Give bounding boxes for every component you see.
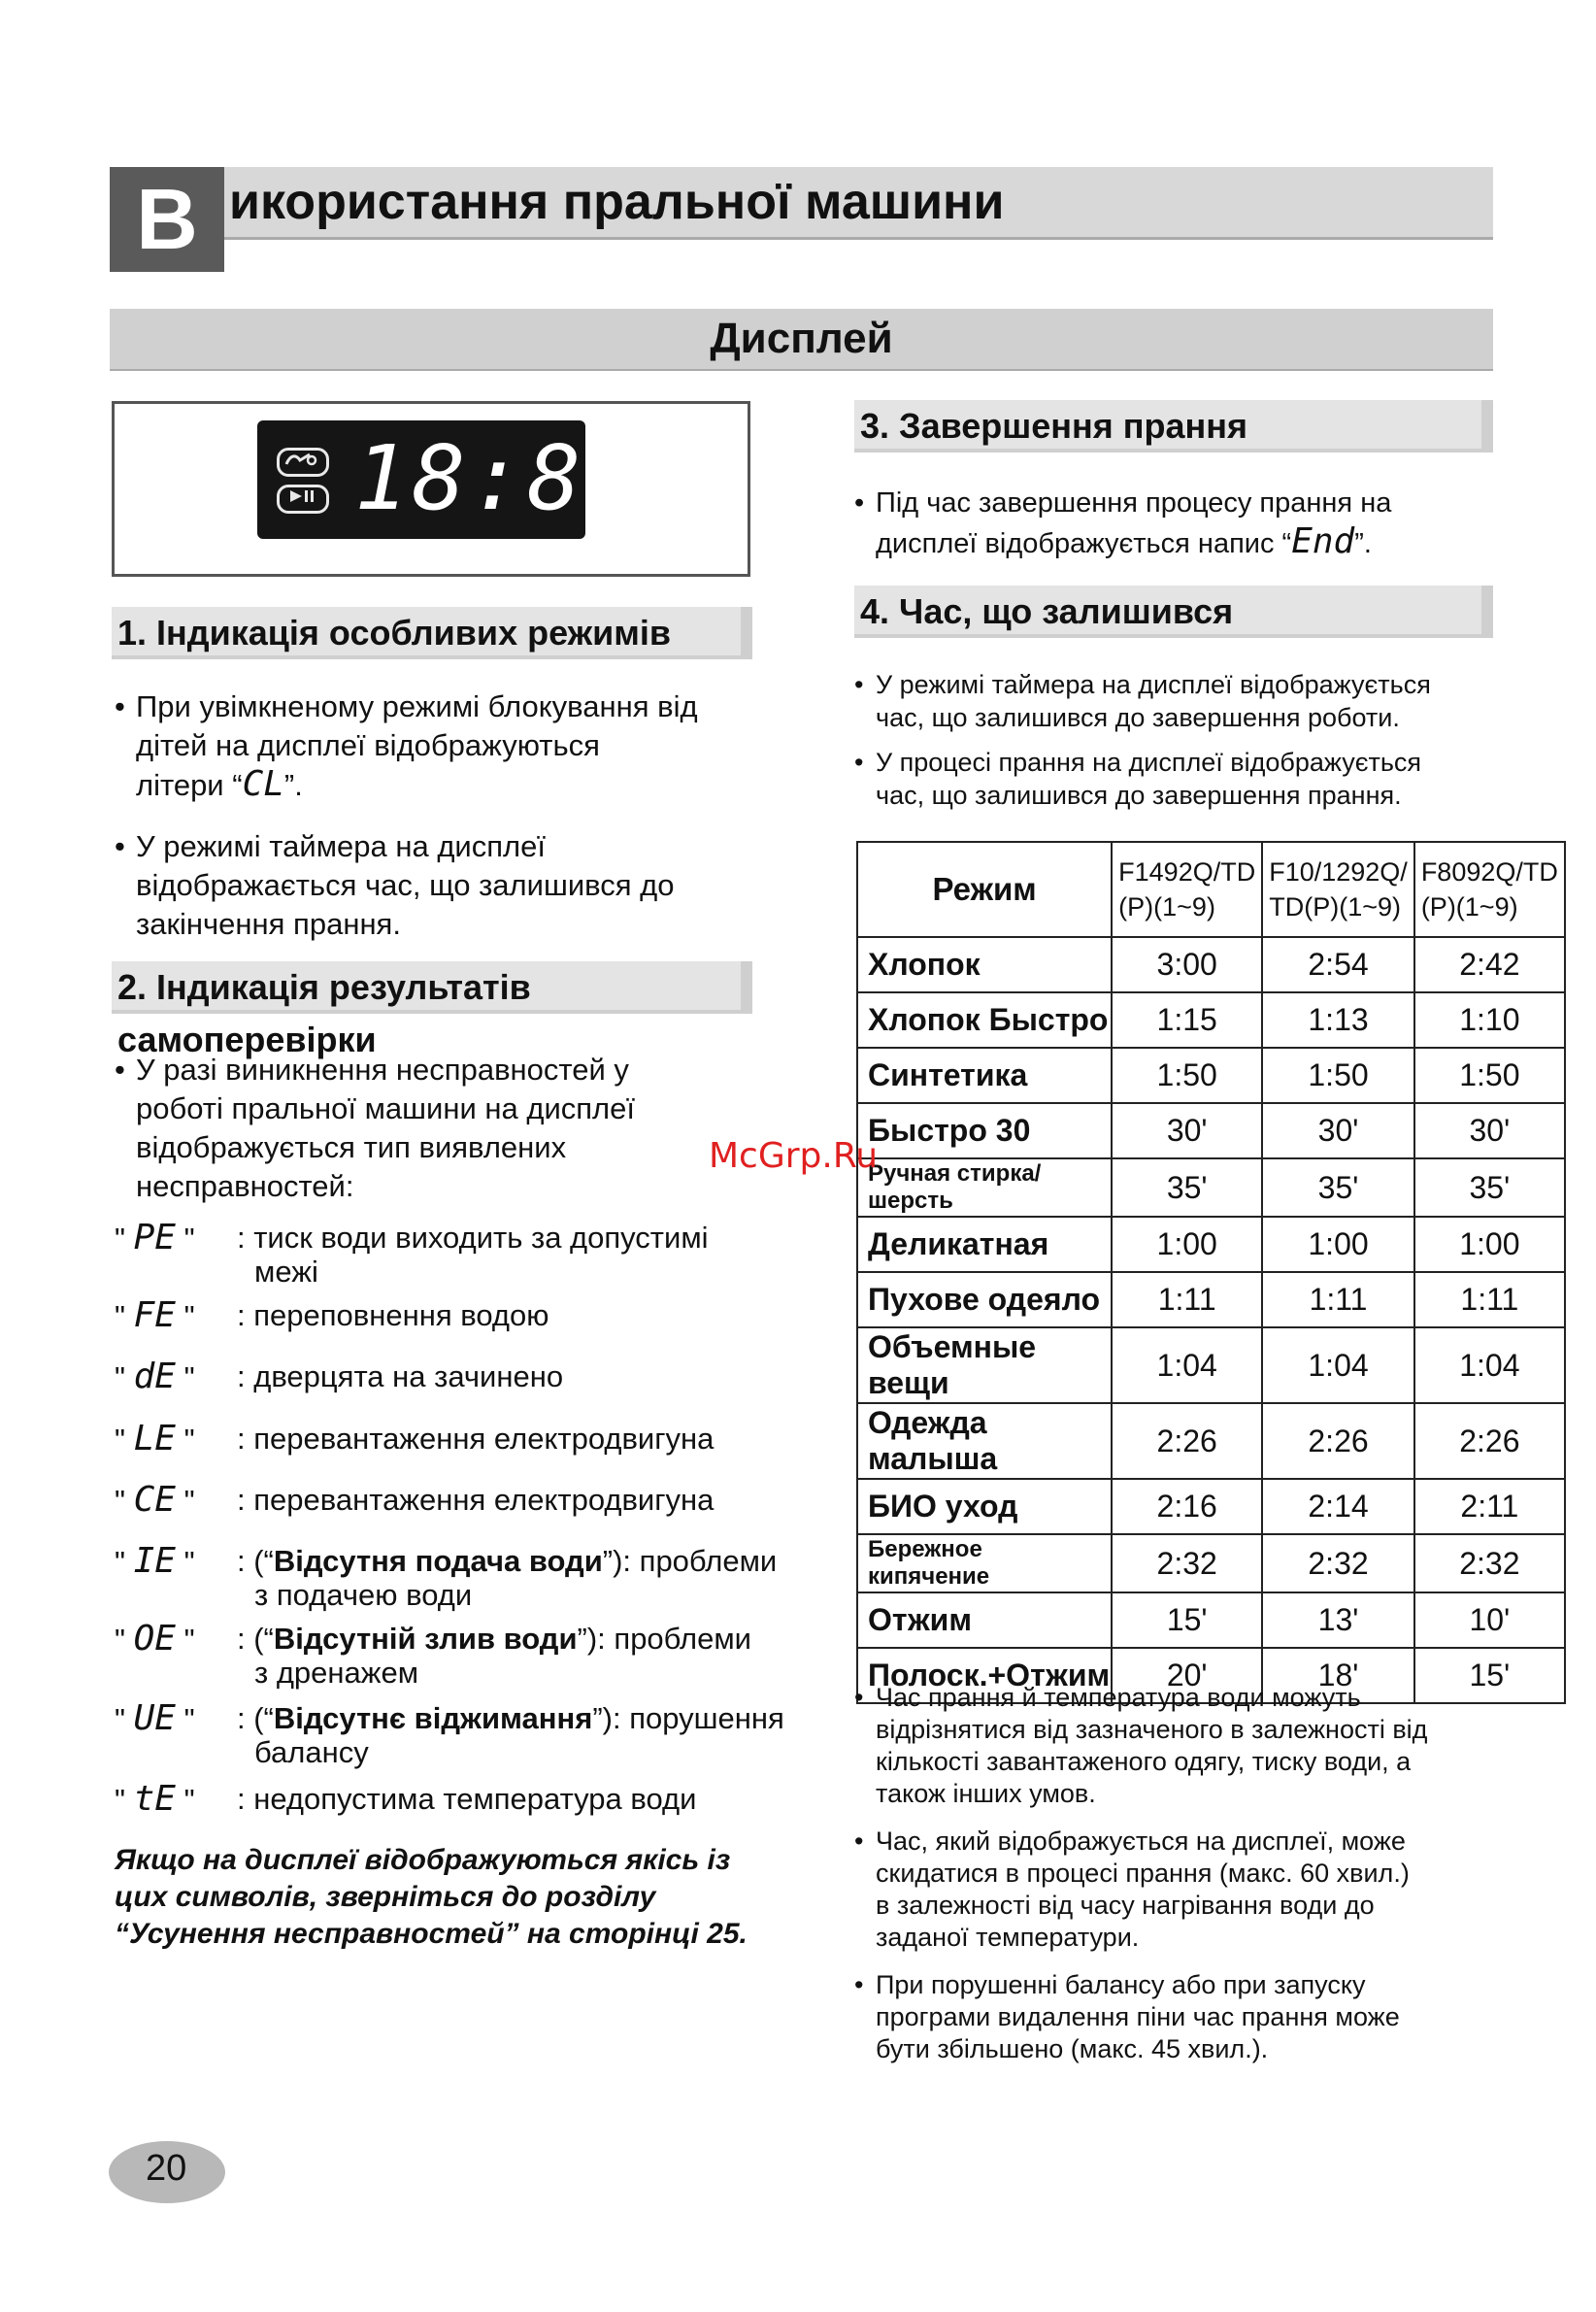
- error-code-le: " LE " : перевантаження електродвигуна: [115, 1419, 715, 1458]
- display-code-end: End: [1291, 521, 1355, 561]
- error-code-de: " dE " : дверцята на зачинено: [115, 1357, 564, 1396]
- paragraph-timer: • У режимі таймера на дисплеї відображується час, що залишився до завершення роботи.: [854, 670, 1431, 732]
- bullet: •: [854, 1970, 864, 1999]
- bullet: •: [854, 1826, 864, 1856]
- table-row: Быстро 30 30' 30' 30': [857, 1103, 1565, 1158]
- table-header-row: [857, 842, 1565, 937]
- display-panel: [257, 420, 643, 539]
- display-time: 18:88: [354, 426, 643, 530]
- error-code-ue: " UE " : (“Відсутнє віджимання”): порушення балансу: [115, 1698, 784, 1769]
- table-header-cell: F1492Q/TD (P)(1~9): [1112, 842, 1262, 937]
- paragraph-timer-mode: • У режимі таймера на дисплеї відображається час, що залишився до закінчення прання.: [115, 829, 675, 941]
- error-code-pe: " PE " : тиск води виходить за допустимі межі: [115, 1218, 709, 1289]
- table-row: Бережное кипячение 2:32 2:32 2:32: [857, 1534, 1565, 1592]
- paragraph-washing: • У процесі прання на дисплеї відображується час, що залишився до завершення прання.: [854, 748, 1422, 810]
- error-code-ie: " IE " : (“Відсутня подача води”): проблеми з подачею води: [115, 1541, 778, 1612]
- heading-self-test: 2. Індикація результатів самоперевірки: [112, 961, 752, 1014]
- heading-special-modes: 1. Індикація особливих режимів: [112, 607, 752, 659]
- heading-wash-complete: 3. Завершення прання: [854, 400, 1493, 452]
- note-wash-time-varies: • Час прання й температура води можуть відрізнятися від зазначеного в залежності від кількості завантаженого одягу, тиску води, а також інших умов.: [854, 1683, 1428, 1808]
- page-title: икористання пральної машини: [229, 174, 1005, 230]
- error-code-fe: " FE " : переповнення водою: [115, 1295, 549, 1335]
- table-header-cell: Режим: [857, 842, 1112, 937]
- note-troubleshooting: Якщо на дисплеї відображуються якісь із цих символів, зверніться до розділу “Усунення несправностей” на сторінці 25.: [115, 1844, 748, 1950]
- paragraph-faults: • У разі виникнення несправностей у роботі пральної машини на дисплеї відображується тип виявлених несправностей:: [115, 1053, 635, 1203]
- page-number: 20: [146, 2148, 187, 2189]
- bullet: •: [854, 487, 865, 519]
- table-row: Пухове одеяло 1:11 1:11 1:11: [857, 1272, 1565, 1327]
- bullet: •: [115, 829, 125, 863]
- table-row: Полоск.+Отжим 20' 18' 15': [857, 1648, 1565, 1703]
- paragraph-end: • Під час завершення процесу прання на дисплеї відображується напис “End”.: [854, 484, 1495, 563]
- table-row: БИО уход 2:16 2:14 2:11: [857, 1479, 1565, 1534]
- bullet: •: [854, 670, 864, 699]
- note-display-reset: • Час, який відображується на дисплеї, може скидатися в процесі прання (макс. 60 хвил.) в залежності від часу нагрівання води до заданої температури.: [854, 1826, 1410, 1952]
- table-row: Ручная стирка/шерсть 35' 35' 35': [857, 1158, 1565, 1217]
- table-row: Деликатная 1:00 1:00 1:00: [857, 1217, 1565, 1272]
- error-code-oe: " OE " : (“Відсутній злив води”): проблеми з дренажем: [115, 1619, 751, 1690]
- table-row: Синтетика 1:50 1:50 1:50: [857, 1048, 1565, 1103]
- note-imbalance: • При порушенні балансу або при запуску програми видалення піни час прання може бути збільшено (макс. 45 хвил.).: [854, 1970, 1400, 2063]
- table-row: Хлопок Быстро 1:15 1:13 1:10: [857, 992, 1565, 1048]
- error-code-ce: " CE " : перевантаження електродвигуна: [115, 1480, 715, 1520]
- table-header-cell: F8092Q/TD (P)(1~9): [1414, 842, 1565, 937]
- table-row: Одежда малыша 2:26 2:26 2:26: [857, 1403, 1565, 1479]
- table-row: Хлопок 3:00 2:54 2:42: [857, 937, 1565, 992]
- title-initial-letter: В: [110, 167, 224, 272]
- watermark: McGrp.Ru: [709, 1136, 879, 1176]
- table-row: Отжим 15' 13' 10': [857, 1592, 1565, 1648]
- table-row: Объемные вещи 1:04 1:04 1:04: [857, 1327, 1565, 1403]
- bullet: •: [854, 748, 864, 777]
- display-code-cl: CL: [242, 764, 284, 804]
- child-lock-icon: [277, 448, 329, 477]
- bullet: •: [854, 1683, 864, 1712]
- heading-remaining-time: 4. Час, що залишився: [854, 586, 1493, 638]
- program-time-table: [856, 841, 1566, 1704]
- bullet: •: [115, 689, 125, 723]
- table-header-cell: F10/1292Q/ TD(P)(1~9): [1262, 842, 1414, 937]
- error-code-te: " tE " : недопустима температура води: [115, 1779, 697, 1819]
- paragraph-child-lock: • При увімкненому режимі блокування від дітей на дисплеї відображуються літери “CL”.: [115, 689, 698, 804]
- start-pause-icon: [277, 485, 329, 514]
- bullet: •: [115, 1053, 125, 1087]
- section-title: Дисплей: [110, 309, 1493, 371]
